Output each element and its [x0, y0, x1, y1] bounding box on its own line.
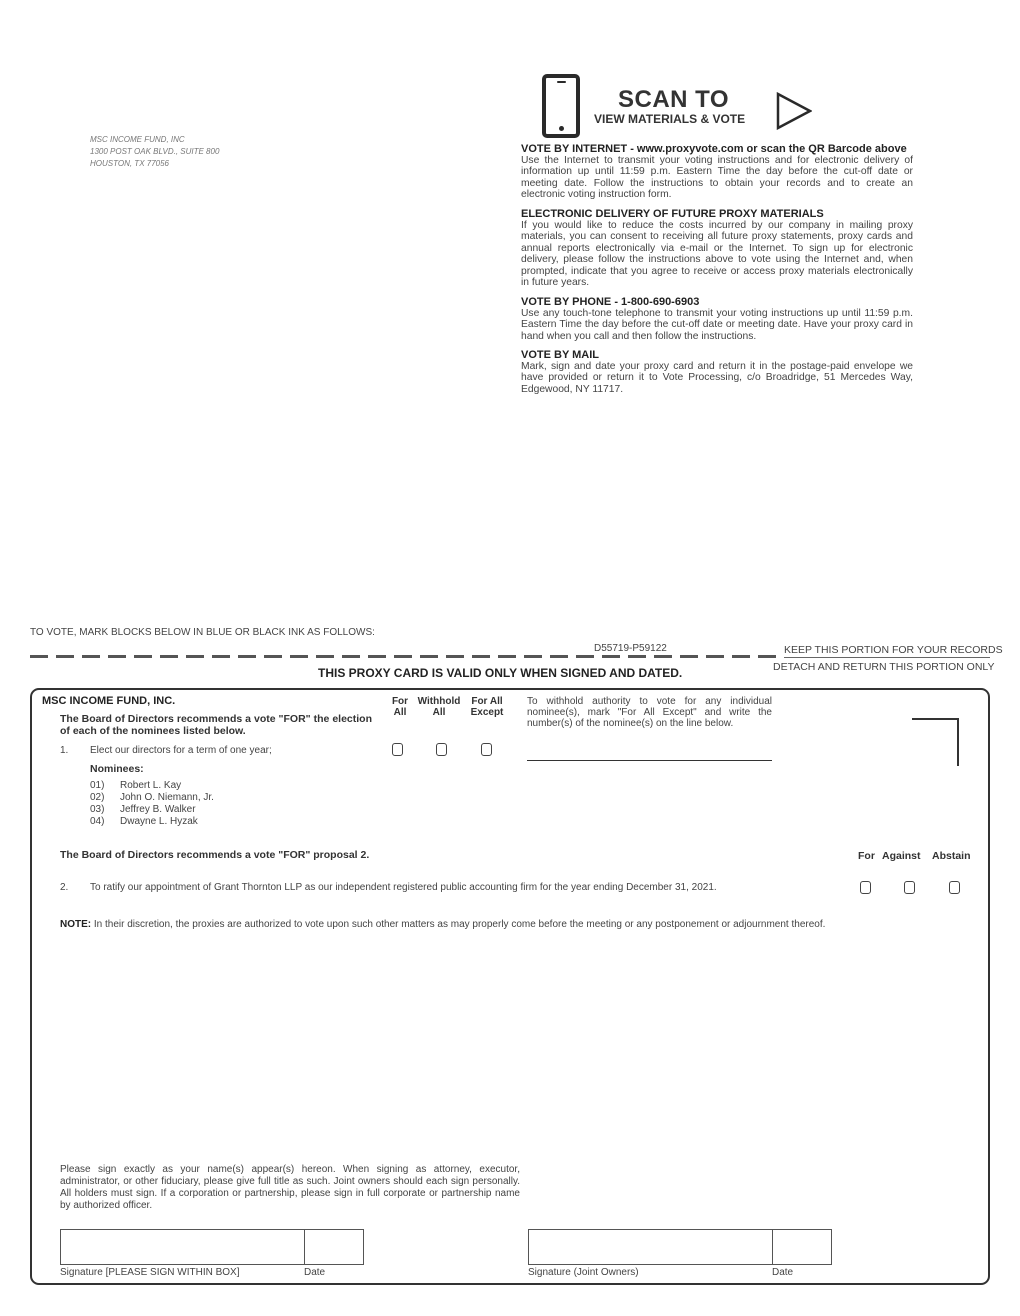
signature-label: Signature [PLEASE SIGN WITHIN BOX] [60, 1267, 240, 1278]
registration-corner-mark [912, 718, 959, 766]
validity-notice: THIS PROXY CARD IS VALID ONLY WHEN SIGNED AND DATED. [318, 666, 683, 680]
for-checkbox[interactable] [860, 881, 871, 894]
item-number: 1. [60, 745, 69, 756]
fund-name: MSC INCOME FUND, INC. [42, 695, 176, 707]
joint-date-label: Date [772, 1267, 794, 1278]
column-header-against: Against [882, 850, 921, 862]
joint-date-box[interactable] [772, 1229, 832, 1265]
note-text: In their discretion, the proxies are authorized to vote upon such other matters as may properly come before the meeting or any postponement or adjournment thereof. [91, 919, 826, 930]
vote-phone-title: VOTE BY PHONE - 1-800-690-6903 [521, 296, 700, 308]
nominee-number: 01) [90, 780, 105, 791]
vote-mail-title: VOTE BY MAIL [521, 349, 600, 361]
abstain-checkbox[interactable] [949, 881, 960, 894]
return-address-line: MSC INCOME FUND, INC [90, 135, 185, 144]
column-header-abstain: Abstain [932, 850, 971, 862]
keep-divider [784, 657, 990, 658]
return-address [90, 134, 219, 170]
signing-instructions: Please sign exactly as your name(s) appear(s) hereon. When signing as attorney, executor, administrator, or other fiduciary, please give full title as such. Joint owners should each sign personally. All holders must sign. If a corporation or partnership, please sign in full corporate or partnership name by authorized officer. [60, 1164, 520, 1211]
note-label: NOTE: [60, 919, 92, 930]
nominee-number: 04) [90, 816, 105, 827]
withhold-all-checkbox[interactable] [436, 743, 447, 756]
item-number: 2. [60, 882, 69, 893]
column-header-withhold-all: Withhold All [417, 696, 461, 718]
item-1-text: Elect our directors for a term of one year; [90, 745, 272, 756]
nominee-name: John O. Niemann, Jr. [120, 792, 214, 803]
vote-internet-text: Use the Internet to transmit your voting instructions and for electronic delivery of information up until 11:59 p.m. Eastern Time the day before the cut-off date or meeting date. Follow the instructions to obtain your records and to create an electronic voting instruction form. [521, 155, 913, 201]
column-header-for-all: For All [391, 696, 409, 718]
withhold-instruction: To withhold authority to vote for any individual nominee(s), mark "For All Except" and write the number(s) of the nominee(s) on the line below. [527, 696, 772, 729]
perforation-dashed-line [30, 655, 782, 658]
signature-box[interactable] [60, 1229, 305, 1265]
board-recommendation-1: The Board of Directors recommends a vote "FOR" the election of each of the nominees listed below. [60, 713, 372, 737]
joint-signature-label: Signature (Joint Owners) [528, 1267, 639, 1278]
vote-internet-title[interactable]: VOTE BY INTERNET - www.proxyvote.com or scan the QR Barcode above [521, 143, 907, 155]
nominee-name: Robert L. Kay [120, 780, 182, 791]
scan-title: SCAN TO [618, 86, 730, 113]
for-all-checkbox[interactable] [392, 743, 403, 756]
column-header-for: For [858, 850, 875, 862]
edelivery-title: ELECTRONIC DELIVERY OF FUTURE PROXY MATERIALS [521, 208, 824, 220]
edelivery-section [521, 208, 913, 288]
return-address-line: HOUSTON, TX 77056 [90, 159, 169, 168]
scan-subtitle: VIEW MATERIALS & VOTE [594, 112, 746, 126]
keep-portion-label: KEEP THIS PORTION FOR YOUR RECORDS [784, 644, 1003, 656]
vote-mail-text: Mark, sign and date your proxy card and return it in the postage-paid envelope we have provided or return it to Vote Processing, c/o Broadridge, 51 Mercedes Way, Edgewood, NY 11717. [521, 361, 913, 395]
control-code: D55719-P59122 [594, 643, 667, 654]
vote-mail-section [521, 349, 913, 395]
item-2-text: To ratify our appointment of Grant Thornton LLP as our independent registered public accounting firm for the year ending December 31, 2021. [90, 882, 717, 893]
vote-phone-text: Use any touch-tone telephone to transmit your voting instructions up until 11:59 p.m. Eastern Time the day before the cut-off date or meeting date. Have your proxy card in hand when you call and then follow the instructions. [521, 308, 913, 342]
date-label: Date [304, 1267, 326, 1278]
play-arrow-icon [776, 92, 812, 130]
return-address-line: 1300 POST OAK BLVD., SUITE 800 [90, 147, 220, 156]
nominees-label: Nominees: [90, 763, 144, 775]
nominee-name: Dwayne L. Hyzak [120, 816, 198, 827]
for-all-except-checkbox[interactable] [481, 743, 492, 756]
date-box[interactable] [304, 1229, 364, 1265]
against-checkbox[interactable] [904, 881, 915, 894]
nominee-name: Jeffrey B. Walker [120, 804, 196, 815]
nominee-exception-line[interactable] [527, 760, 772, 761]
smartphone-icon [542, 74, 580, 138]
nominee-number: 02) [90, 792, 105, 803]
vote-internet-section [521, 143, 913, 201]
to-vote-instruction: TO VOTE, MARK BLOCKS BELOW IN BLUE OR BLACK INK AS FOLLOWS: [30, 627, 375, 638]
edelivery-text: If you would like to reduce the costs incurred by our company in mailing proxy materials, you can consent to receiving all future proxy statements, proxy cards and annual reports electronically via e-mail or the Internet. To sign up for electronic delivery, please follow the instructions above to vote using the Internet and, when prompted, indicate that you agree to receive or access proxy materials electronically in future years. [521, 220, 913, 289]
note-paragraph [60, 919, 840, 930]
detach-portion-label: DETACH AND RETURN THIS PORTION ONLY [773, 661, 995, 673]
joint-signature-box[interactable] [528, 1229, 773, 1265]
board-recommendation-2: The Board of Directors recommends a vote "FOR" proposal 2. [60, 849, 370, 861]
nominee-number: 03) [90, 804, 105, 815]
vote-phone-section [521, 296, 913, 342]
column-header-for-all-except: For All Except [470, 696, 504, 718]
